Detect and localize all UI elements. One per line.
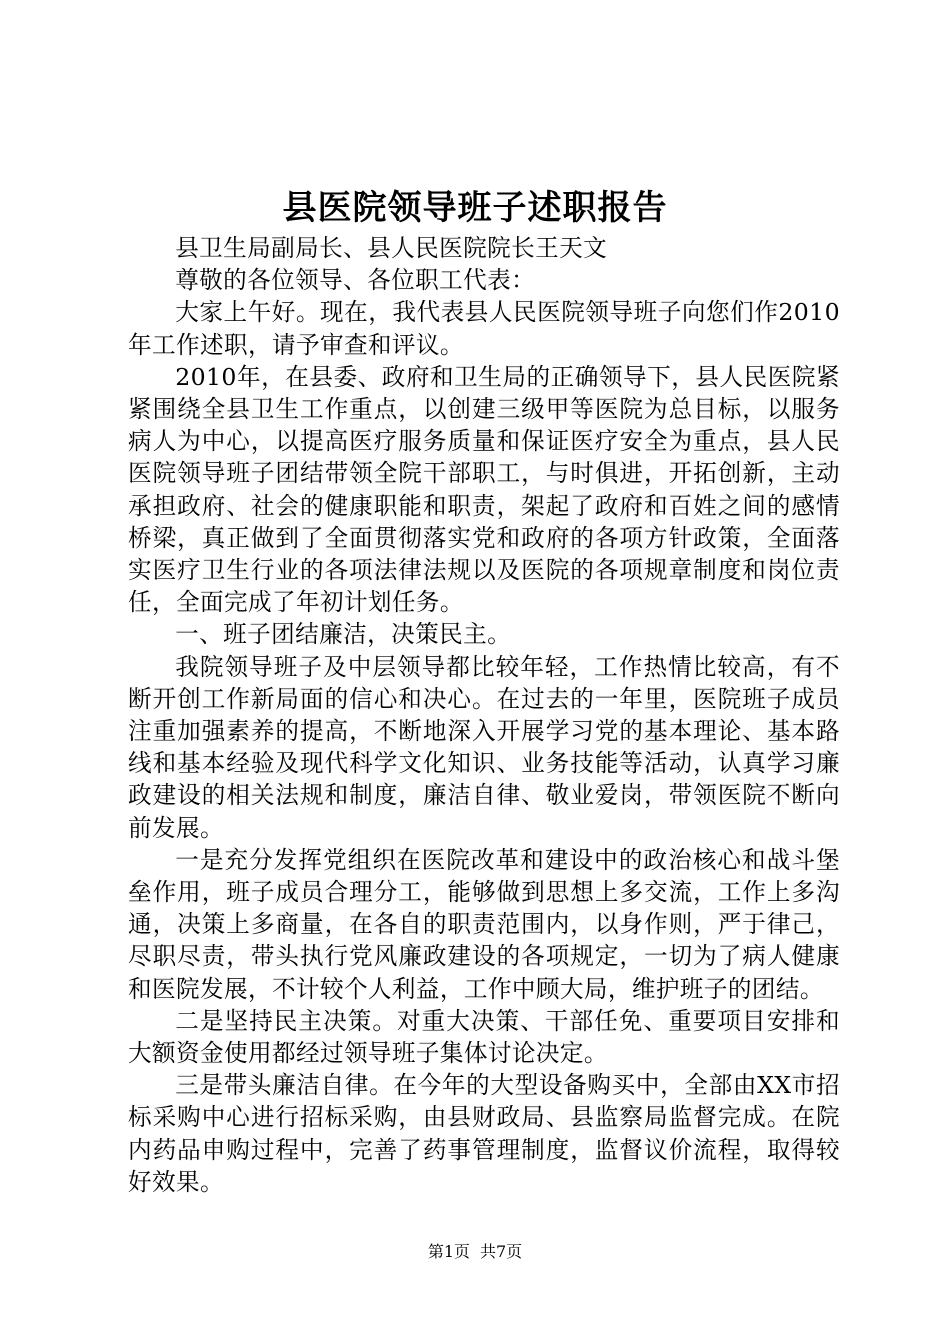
paragraph-point-3: 三是带头廉洁自律。在今年的大型设备购买中，全部由XX市招标采购中心进行招标采购，由县财政局、县监察局监督完成。在院内药品申购过程中，完善了药事管理制度，监督议价流程，取得较好效果。: [128, 1071, 840, 1196]
paragraph-team: 我院领导班子及中层领导都比较年轻，工作热情比较高，有不断开创工作新局面的信心和决心。在过去的一年里，医院班子成员注重加强素养的提高，不断地深入开展学习党的基本理论、基本路线和基本经验及现代科学文化知识、业务技能等活动，认真学习廉政建设的相关法规和制度，廉洁自律、敬业爱岗，带领医院不断向前发展。: [128, 652, 840, 842]
document-title: 县医院领导班子述职报告: [282, 188, 668, 228]
paragraph-opening: 大家上午好。现在，我代表县人民医院领导班子向您们作2010年工作述职，请予审查和评议。: [128, 298, 840, 359]
paragraph-overview: 2010年，在县委、政府和卫生局的正确领导下，县人民医院紧紧围绕全县卫生工作重点，以创建三级甲等医院为总目标，以服务病人为中心，以提高医疗服务质量和保证医疗安全为重点，县人民医院领导班子团结带领全院干部职工，与时俱进，开拓创新，主动承担政府、社会的健康职能和职责，架起了政府和百姓之间的感情桥梁，真正做到了全面贯彻落实党和政府的各项方针政策，全面落实医疗卫生行业的各项法律法规以及医院的各项规章制度和岗位责任，全面完成了年初计划任务。: [128, 362, 840, 617]
document-body: [128, 232, 840, 1198]
page-total: 共7页: [480, 1242, 523, 1261]
paragraph-point-1: 一是充分发挥党组织在医院改革和建设中的政治核心和战斗堡垒作用，班子成员合理分工，能够做到思想上多交流，工作上多沟通，决策上多商量，在各自的职责范围内，以身作则，严于律己，尽职尽责，带头执行党风廉政建设的各项规定，一切为了病人健康和医院发展，不计较个人利益，工作中顾大局，维护班子的团结。: [128, 845, 840, 1003]
salutation: 尊敬的各位领导、各位职工代表：: [175, 266, 536, 295]
section-heading-1: 一、班子团结廉洁，决策民主。: [175, 620, 512, 649]
page-footer: [0, 1240, 950, 1264]
paragraph-point-2: 二是坚持民主决策。对重大决策、干部任免、重要项目安排和大额资金使用都经过领导班子集体讨论决定。: [128, 1006, 840, 1068]
page-number: 第1页: [427, 1242, 470, 1261]
author-line: 县卫生局副局长、县人民医院院长王天文: [175, 234, 608, 262]
